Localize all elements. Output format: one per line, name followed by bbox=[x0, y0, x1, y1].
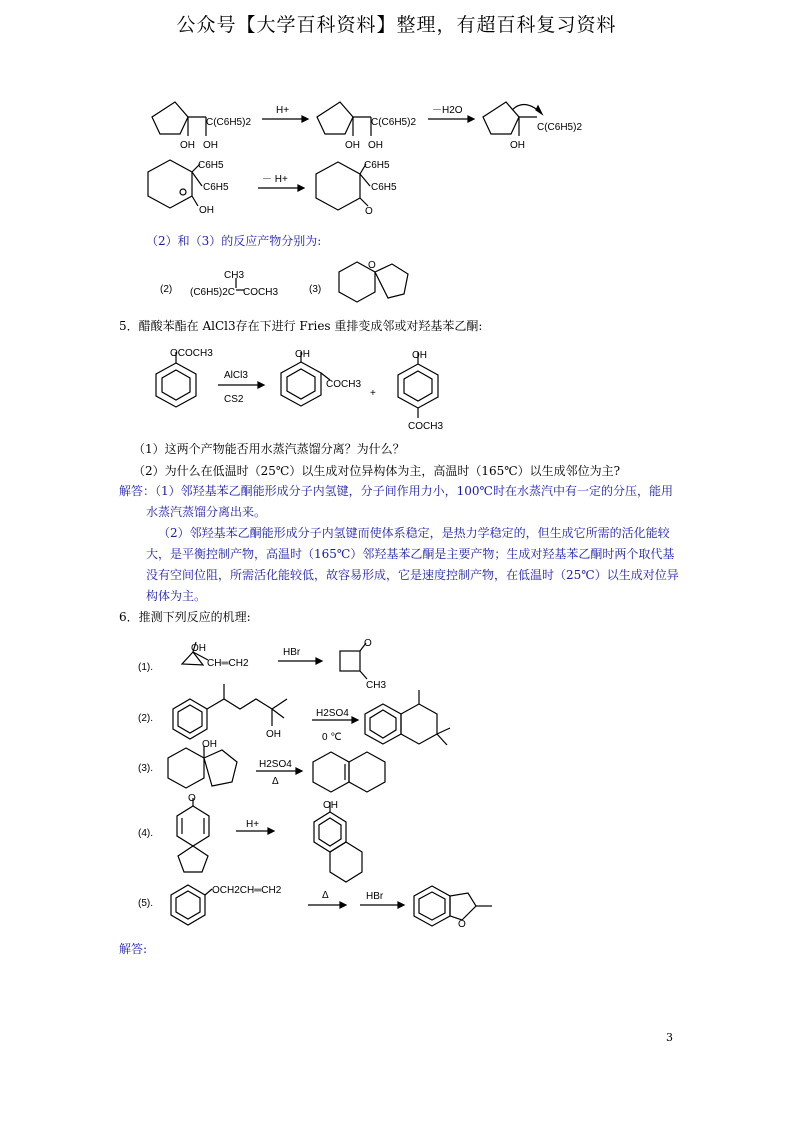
q6-r4-tetrahydro-ring bbox=[330, 842, 362, 882]
q6-label-2: (2). bbox=[138, 713, 153, 724]
q6-r3-cyclopentane bbox=[204, 750, 237, 786]
reagent-h-plus-1: H+ bbox=[276, 105, 290, 116]
q6-r1-oh: OH bbox=[191, 643, 206, 654]
q6-r5-hbr: HBr bbox=[366, 891, 384, 902]
q6-r5-o: O bbox=[458, 919, 466, 930]
q5-title: 5．醋酸苯酯在 AlCl3存在下进行 Fries 重排变成邻或对羟基苯乙酮: bbox=[119, 319, 483, 333]
cyclohexane-cation-ring bbox=[148, 160, 192, 208]
product-2-ch3: CH3 bbox=[224, 270, 245, 281]
reagent-minus-water: －H2O bbox=[432, 105, 463, 116]
q6-r3-cond: Δ bbox=[272, 776, 279, 787]
q6-r2-h2so4: H2SO4 bbox=[316, 708, 349, 719]
alcl3-label: AlCl3 bbox=[224, 370, 248, 381]
q6-r4-o: O bbox=[188, 793, 196, 804]
spiro-o-label: O bbox=[368, 260, 376, 271]
product-3-label: (3) bbox=[309, 284, 322, 295]
q5-answer-2-line2: 大，是平衡控制产物，高温时（165℃）邻羟基苯乙酮是主要产物；生成对羟基苯乙酮时两个取代基 bbox=[146, 547, 675, 561]
c6h5-label-c: C6H5 bbox=[364, 160, 390, 171]
q6-title: 6．推测下列反应的机理: bbox=[119, 610, 251, 624]
q6-r5-delta: Δ bbox=[322, 890, 329, 901]
q6-r5-dihydrofuran-ring bbox=[450, 893, 476, 920]
q6-r4-oh: OH bbox=[323, 800, 338, 811]
ortho-oh-label: OH bbox=[295, 349, 310, 360]
q6-r1-ch3: CH3 bbox=[366, 680, 387, 691]
q6-r1-hbr: HBr bbox=[283, 647, 301, 658]
c6h5-label-a: C6H5 bbox=[198, 160, 224, 171]
c6h5-label-d: C6H5 bbox=[371, 182, 397, 193]
page-number: 3 bbox=[666, 1031, 673, 1044]
q6-label-1: (1). bbox=[138, 662, 153, 673]
oh-label-2b: OH bbox=[368, 140, 383, 151]
c6h5-label-b: C6H5 bbox=[203, 182, 229, 193]
product-2-coch3: COCH3 bbox=[243, 287, 279, 298]
q4-answer-intro: （2）和（3）的反应产物分别为: bbox=[146, 234, 322, 248]
page-header: 公众号【大学百科资料】整理，有超百科复习资料 bbox=[176, 14, 617, 36]
cs2-label: CS2 bbox=[224, 394, 244, 405]
cyclopentane-ring-2 bbox=[317, 102, 353, 134]
migration-arrow bbox=[512, 104, 540, 112]
reagent-minus-h: － H+ bbox=[262, 174, 288, 185]
q6-r3-oh: OH bbox=[202, 739, 217, 750]
q6-r2-tetralin-sat bbox=[401, 704, 437, 744]
oh-label-cation: OH bbox=[199, 205, 214, 216]
q6-r3-octalin-left bbox=[313, 752, 349, 792]
q6-r4-hplus: H+ bbox=[246, 819, 260, 830]
oh-label-1b: OH bbox=[203, 140, 218, 151]
product-2-formula: (C6H5)2C bbox=[190, 287, 236, 298]
ketone-o-label: O bbox=[365, 206, 373, 217]
ph2-label-3: C(C6H5)2 bbox=[537, 122, 583, 133]
q6-answer-label: 解答: bbox=[119, 942, 148, 956]
q6-r2-oh: OH bbox=[266, 729, 281, 740]
cation-symbol bbox=[180, 189, 186, 195]
q6-label-4: (4). bbox=[138, 828, 153, 839]
q5-answer-2-line1: （2）邻羟基苯乙酮能形成分子内氢键而使体系稳定，是热力学稳定的，但生成它所需的活化能较 bbox=[158, 526, 670, 540]
cyclobutanone-ring bbox=[340, 651, 360, 671]
q5-question-2: （2）为什么在低温时（25℃）以生成对位异构体为主，高温时（165℃）以生成邻位为主? bbox=[133, 464, 621, 478]
para-oh-label: OH bbox=[412, 350, 427, 361]
q6-r1-chain: CH═CH2 bbox=[207, 658, 249, 669]
ortho-coch3-label: COCH3 bbox=[326, 379, 362, 390]
q6-r4-cyclopentane bbox=[178, 846, 208, 872]
q5-question-1: （1）这两个产物能否用水蒸汽蒸馏分离？为什么？ bbox=[133, 442, 405, 456]
q6-r1-o: O bbox=[364, 638, 372, 649]
ococh3-label: OCOCH3 bbox=[170, 348, 213, 359]
q6-r3-octalin-right bbox=[349, 752, 385, 792]
ph2-label-1: C(C6H5)2 bbox=[206, 117, 252, 128]
q6-r3-cyclohexane bbox=[168, 748, 204, 788]
spiro-cyclopentane-ring bbox=[375, 264, 408, 298]
q5-answer-2-line4: 构体为主。 bbox=[146, 589, 207, 603]
q6-r3-h2so4: H2SO4 bbox=[259, 759, 292, 770]
q6-r2-cond: 0 ℃ bbox=[322, 732, 342, 743]
q6-label-3: (3). bbox=[138, 763, 153, 774]
para-coch3-label: COCH3 bbox=[408, 421, 444, 432]
cyclopentane-ring-1 bbox=[152, 102, 188, 134]
cyclopentane-ring-3 bbox=[483, 102, 519, 134]
q5-answer-1-line1: 解答：（1）邻羟基苯乙酮能形成分子内氢键，分子间作用力小，100℃时在水蒸汽中有一定的分压，能用 bbox=[119, 484, 673, 498]
oh-label-3: OH bbox=[510, 140, 525, 151]
q5-answer-2-line3: 没有空间位阻，所需活化能较低，故容易形成，它是速度控制产物，在低温时（25℃）以生成对位异 bbox=[146, 568, 679, 582]
plus-sign: + bbox=[370, 388, 376, 399]
cyclohexanone-ring bbox=[316, 162, 360, 210]
ph2-label-2: C(C6H5)2 bbox=[371, 117, 417, 128]
product-2-label: (2) bbox=[160, 284, 173, 295]
q6-r5-chain: OCH2CH═CH2 bbox=[212, 885, 282, 896]
q6-label-5: (5). bbox=[138, 898, 153, 909]
oh-label-2a: OH bbox=[345, 140, 360, 151]
q5-answer-1-line2: 水蒸汽蒸馏分离出来。 bbox=[146, 505, 267, 519]
oh-label-1a: OH bbox=[180, 140, 195, 151]
